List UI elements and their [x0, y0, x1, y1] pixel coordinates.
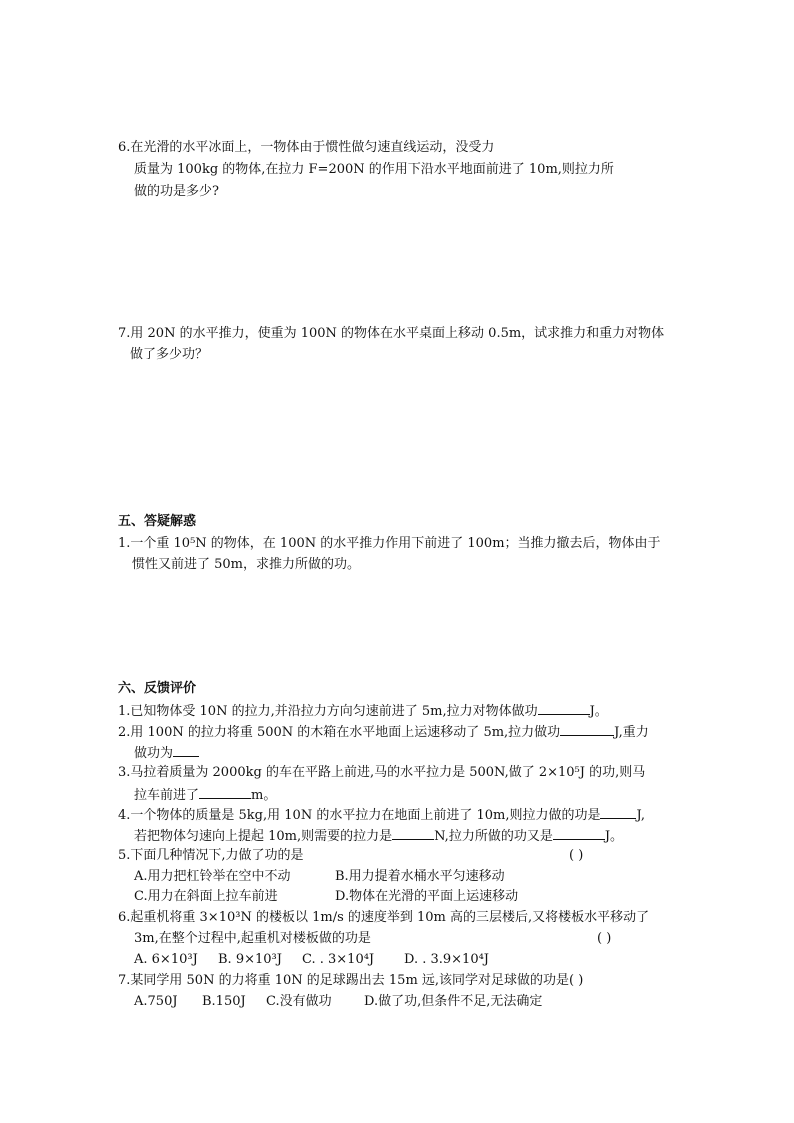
- s6-item-7-option-b: B.150J: [202, 994, 246, 1009]
- answer-blank[interactable]: [600, 806, 636, 819]
- answer-blank[interactable]: [553, 827, 605, 840]
- s6-item-6: 6.起重机将重 3×10³N 的楼板以 1m/s 的速度举到 10m 高的三层楼后,又将楼板水平移动了: [118, 910, 650, 925]
- s6-item-1-text: 1.已知物体受 10N 的拉力,并沿拉力方向匀速前进了 5m,拉力对物体做功: [118, 704, 538, 719]
- s6-item-6-answer[interactable]: ( ): [597, 931, 612, 946]
- s6-item-2-text-2: 做功为: [134, 746, 174, 761]
- s5-q1-line-1: 1.一个重 10⁵N 的物体，在 100N 的水平推力作用下前进了 100m；当推力撤去后，物体由于: [118, 536, 661, 551]
- section-6-heading: 六、反馈评价: [118, 681, 197, 696]
- s6-item-5-option-c: C.用力在斜面上拉车前进: [134, 889, 278, 904]
- q6-line-2: 质量为 100kg 的物体,在拉力 F=200N 的作用下沿水平地面前进了 10m,则拉力所: [134, 162, 614, 177]
- answer-blank[interactable]: [392, 827, 434, 840]
- s6-item-1: [118, 702, 608, 720]
- s6-item-4-unit: J。: [604, 829, 624, 844]
- s6-item-3-text-2: 拉车前进了: [134, 788, 200, 803]
- s6-item-5-option-b: B.用力提着水桶水平匀速移动: [335, 869, 505, 884]
- s6-item-6-option-b: B. 9×10³J: [218, 952, 282, 967]
- s6-item-4-text-3: N,拉力所做的功又是: [434, 829, 553, 844]
- s6-item-3-cont: [134, 786, 276, 804]
- s6-item-2-unit: J,重力: [614, 725, 649, 740]
- q6-line-1: 6.在光滑的水平冰面上，一物体由于惯性做匀速直线运动，没受力: [118, 140, 495, 155]
- q7-line-1: 7.用 20N 的水平推力，使重为 100N 的物体在水平桌面上移动 0.5m，试求推力和重力对物体: [118, 326, 665, 341]
- answer-blank[interactable]: [538, 702, 590, 715]
- section-5-heading: 五、答疑解惑: [118, 514, 197, 529]
- s6-item-7-option-a: A.750J: [134, 994, 178, 1009]
- s6-item-2-text: 2.用 100N 的拉力将重 500N 的木箱在水平地面上运速移动了 5m,拉力做功: [118, 725, 561, 740]
- q7-line-2: 做了多少功？: [130, 347, 209, 362]
- s6-item-5-answer[interactable]: ( ): [569, 848, 584, 863]
- s6-item-2: [118, 723, 649, 741]
- s6-item-7: 7.某同学用 50N 的力将重 10N 的足球踢出去 15m 远,该同学对足球做的功是( ): [118, 973, 584, 988]
- s6-item-1-unit: J。: [589, 704, 608, 719]
- s6-item-6-cont: 3m,在整个过程中,起重机对楼板做的功是: [134, 931, 371, 946]
- answer-blank[interactable]: [173, 744, 199, 757]
- answer-blank[interactable]: [560, 723, 614, 736]
- s6-item-4-text-2: 若把物体匀速向上提起 10m,则需要的拉力是: [134, 829, 393, 844]
- s6-item-6-option-c: C. . 3×10⁴J: [302, 952, 375, 967]
- s6-item-2-cont: [134, 744, 199, 762]
- s6-item-3-unit: m。: [251, 788, 277, 803]
- s6-item-5-option-d: D.物体在光滑的平面上运速移动: [335, 889, 519, 904]
- s6-item-4-cont: [134, 827, 623, 845]
- s6-item-3: 3.马拉着质量为 2000kg 的车在平路上前进,马的水平拉力是 500N,做了 2×10⁵J 的功,则马: [118, 765, 646, 780]
- s5-q1-line-2: 惯性又前进了 50m，求推力所做的功。: [132, 557, 361, 572]
- s6-item-7-option-d: D.做了功,但条件不足,无法确定: [364, 994, 543, 1009]
- s6-item-6-option-d: D. . 3.9×10⁴J: [404, 952, 490, 967]
- s6-item-5: 5.下面几种情况下,力做了功的是: [118, 848, 304, 863]
- s6-item-7-option-c: C.没有做功: [266, 994, 332, 1009]
- s6-item-4-unit: J,: [636, 808, 646, 823]
- answer-blank[interactable]: [199, 786, 251, 799]
- q6-line-3: 做的功是多少?: [134, 184, 219, 199]
- s6-item-4-text: 4.一个物体的质量是 5kg,用 10N 的水平拉力在地面上前进了 10m,则拉力做的功是: [118, 808, 601, 823]
- s6-item-4: [118, 806, 645, 824]
- s6-item-5-option-a: A.用力把杠铃举在空中不动: [134, 869, 291, 884]
- s6-item-6-option-a: A. 6×10³J: [134, 952, 198, 967]
